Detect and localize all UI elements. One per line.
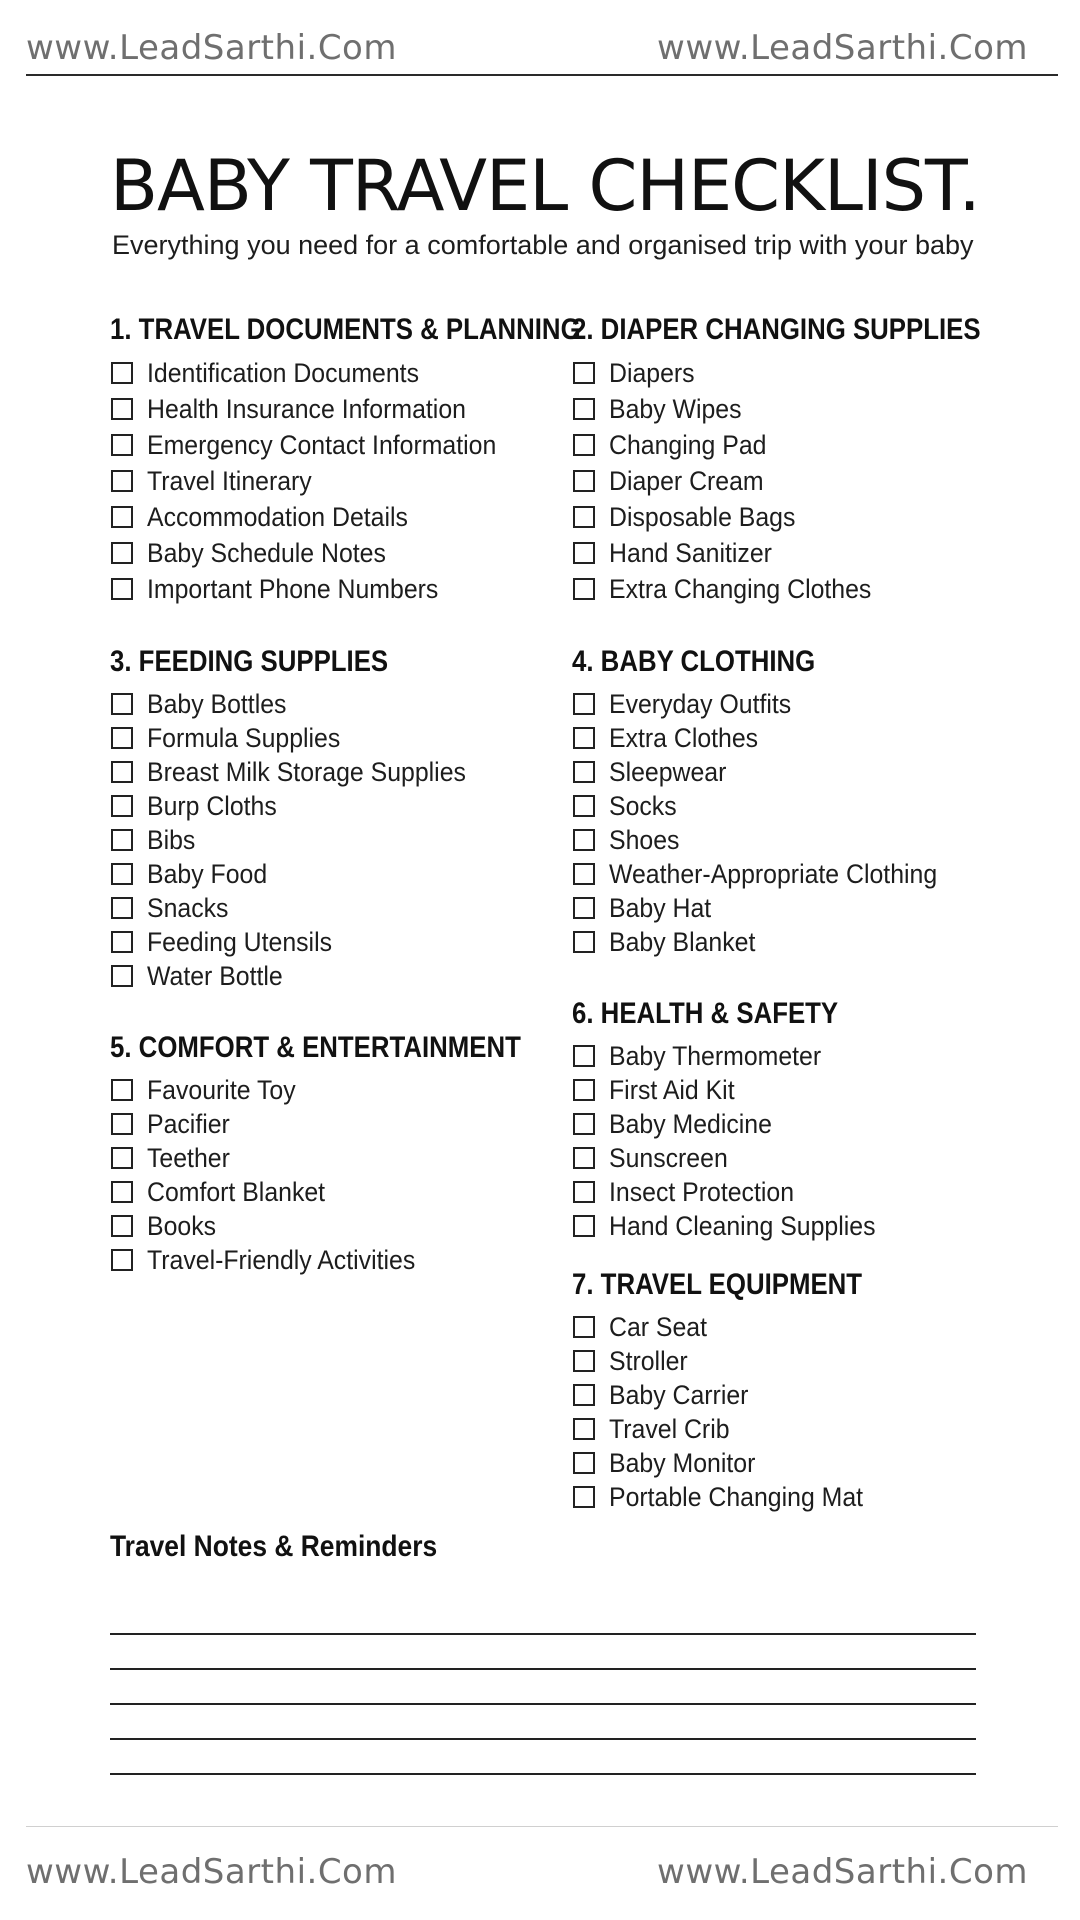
checklist-item[interactable] xyxy=(110,1175,588,1209)
note-line[interactable] xyxy=(110,1705,976,1740)
checklist-item[interactable] xyxy=(572,721,966,755)
checkbox-icon[interactable] xyxy=(573,795,595,817)
checkbox-icon[interactable] xyxy=(573,897,595,919)
checkbox-icon[interactable] xyxy=(573,727,595,749)
checkbox-icon[interactable] xyxy=(111,1249,133,1271)
checklist-item-label: Diapers xyxy=(609,357,695,388)
checkbox-icon[interactable] xyxy=(573,761,595,783)
checklist-item-label: Changing Pad xyxy=(609,429,767,460)
checklist-item[interactable] xyxy=(572,925,966,959)
checkbox-icon[interactable] xyxy=(111,470,133,492)
checklist-item[interactable] xyxy=(572,355,1047,391)
checklist-item-label: Travel-Friendly Activities xyxy=(147,1244,416,1275)
checklist-item-label: Weather-Appropriate Clothing xyxy=(609,858,938,889)
checklist-item[interactable] xyxy=(572,463,1047,499)
checklist-item-label: Favourite Toy xyxy=(147,1074,296,1105)
section-travel-equipment xyxy=(572,1268,909,1514)
checklist xyxy=(572,687,966,959)
checklist-item[interactable] xyxy=(572,1107,899,1141)
watermark-bottom-left: www.LeadSarthi.Com xyxy=(26,1852,397,1892)
checklist-item-label: Diaper Cream xyxy=(609,465,764,496)
checklist xyxy=(110,1073,588,1277)
watermark-bottom-right: www.LeadSarthi.Com xyxy=(657,1852,1028,1892)
checklist-item[interactable] xyxy=(572,499,1047,535)
checklist-item[interactable] xyxy=(572,391,1047,427)
checkbox-icon[interactable] xyxy=(573,829,595,851)
note-line[interactable] xyxy=(110,1670,976,1705)
checklist-item-label: Bibs xyxy=(147,824,196,855)
section-heading: 3. FEEDING SUPPLIES xyxy=(110,645,389,678)
checkbox-icon[interactable] xyxy=(111,727,133,749)
checklist-item[interactable] xyxy=(110,959,494,993)
section-heading: 1. TRAVEL DOCUMENTS & PLANNING xyxy=(110,313,581,346)
checkbox-icon[interactable] xyxy=(111,578,133,600)
page-title: BABY TRAVEL CHECKLIST. xyxy=(110,145,980,227)
checklist-item[interactable] xyxy=(572,1480,909,1514)
watermark-top-right: www.LeadSarthi.Com xyxy=(657,28,1028,68)
checklist-item[interactable] xyxy=(110,823,494,857)
checklist-item[interactable] xyxy=(110,1243,588,1277)
notes-title: Travel Notes & Reminders xyxy=(110,1530,438,1563)
note-line[interactable] xyxy=(110,1740,976,1775)
footer-divider xyxy=(26,1826,1058,1827)
notes-lines[interactable] xyxy=(110,1600,976,1775)
checkbox-icon[interactable] xyxy=(573,542,595,564)
checklist-item-label: First Aid Kit xyxy=(609,1074,735,1105)
checklist-item-label: Everyday Outfits xyxy=(609,688,792,719)
checklist-item[interactable] xyxy=(572,1141,899,1175)
checklist-item[interactable] xyxy=(110,1107,588,1141)
checklist-item-label: Identification Documents xyxy=(147,357,420,388)
checklist-item[interactable] xyxy=(572,755,966,789)
checkbox-icon[interactable] xyxy=(111,1181,133,1203)
checklist-item[interactable] xyxy=(110,789,494,823)
checklist-item[interactable] xyxy=(572,427,1047,463)
checklist-item-label: Feeding Utensils xyxy=(147,926,333,957)
checkbox-icon[interactable] xyxy=(573,1113,595,1135)
checklist-item-label: Baby Wipes xyxy=(609,393,742,424)
checklist-item-label: Hand Cleaning Supplies xyxy=(609,1210,876,1241)
checklist-item-label: Sleepwear xyxy=(609,756,727,787)
checkbox-icon[interactable] xyxy=(573,1147,595,1169)
watermark-top-left: www.LeadSarthi.Com xyxy=(26,28,397,68)
checklist-item[interactable] xyxy=(110,891,494,925)
checklist-item-label: Extra Clothes xyxy=(609,722,759,753)
checklist-item[interactable] xyxy=(110,925,494,959)
page-subtitle: Everything you need for a comfortable and organised trip with your baby xyxy=(112,230,974,260)
checklist-item[interactable] xyxy=(572,1310,909,1344)
checklist-item-label: Shoes xyxy=(609,824,680,855)
checklist-item[interactable] xyxy=(572,1175,899,1209)
checklist-item-label: Travel Itinerary xyxy=(147,465,312,496)
checklist-item[interactable] xyxy=(572,1209,899,1243)
checkbox-icon[interactable] xyxy=(111,362,133,384)
header-divider xyxy=(26,74,1058,76)
section-health-safety xyxy=(572,997,899,1243)
checklist-item-label: Water Bottle xyxy=(147,960,283,991)
checklist-item[interactable] xyxy=(572,857,966,891)
checklist-item-label: Pacifier xyxy=(147,1108,230,1139)
checkbox-icon[interactable] xyxy=(111,1215,133,1237)
section-diaper-changing xyxy=(572,313,1047,607)
checkbox-icon[interactable] xyxy=(111,506,133,528)
checklist-item[interactable] xyxy=(572,823,966,857)
checklist-item-label: Snacks xyxy=(147,892,229,923)
checklist-item[interactable] xyxy=(110,857,494,891)
checkbox-icon[interactable] xyxy=(573,362,595,384)
checklist-item-label: Baby Monitor xyxy=(609,1447,756,1478)
checkbox-icon[interactable] xyxy=(573,470,595,492)
checkbox-icon[interactable] xyxy=(111,1147,133,1169)
section-comfort-entertainment xyxy=(110,1031,588,1277)
checklist-item[interactable] xyxy=(110,1141,588,1175)
section-heading: 5. COMFORT & ENTERTAINMENT xyxy=(110,1031,521,1064)
checkbox-icon[interactable] xyxy=(111,829,133,851)
note-line[interactable] xyxy=(110,1635,976,1670)
checklist-item-label: Baby Hat xyxy=(609,892,712,923)
checklist-item-label: Books xyxy=(147,1210,217,1241)
checklist-item[interactable] xyxy=(572,1412,909,1446)
checkbox-icon[interactable] xyxy=(111,398,133,420)
checkbox-icon[interactable] xyxy=(111,1079,133,1101)
checkbox-icon[interactable] xyxy=(111,542,133,564)
checkbox-icon[interactable] xyxy=(573,863,595,885)
checklist-item-label: Baby Food xyxy=(147,858,268,889)
checklist-item-label: Health Insurance Information xyxy=(147,393,466,424)
section-feeding-supplies xyxy=(110,645,494,993)
checklist-item-label: Travel Crib xyxy=(609,1413,730,1444)
checklist-item-label: Accommodation Details xyxy=(147,501,408,532)
checklist-item[interactable] xyxy=(572,1039,899,1073)
checkbox-icon[interactable] xyxy=(111,965,133,987)
checklist-item[interactable] xyxy=(110,755,494,789)
checkbox-icon[interactable] xyxy=(111,1113,133,1135)
checklist-item[interactable] xyxy=(572,789,966,823)
checklist-item[interactable] xyxy=(572,535,1047,571)
checkbox-icon[interactable] xyxy=(573,1384,595,1406)
checkbox-icon[interactable] xyxy=(573,398,595,420)
section-heading: 2. DIAPER CHANGING SUPPLIES xyxy=(572,313,981,346)
checklist-item-label: Baby Schedule Notes xyxy=(147,537,386,568)
checkbox-icon[interactable] xyxy=(573,1079,595,1101)
checklist-item-label: Burp Cloths xyxy=(147,790,277,821)
checklist-item-label: Formula Supplies xyxy=(147,722,341,753)
checklist-item[interactable] xyxy=(110,1209,588,1243)
checklist-item[interactable] xyxy=(572,1073,899,1107)
checklist-item-label: Baby Medicine xyxy=(609,1108,772,1139)
checklist xyxy=(572,355,1047,607)
checkbox-icon[interactable] xyxy=(573,434,595,456)
checkbox-icon[interactable] xyxy=(573,1486,595,1508)
checklist-item-label: Emergency Contact Information xyxy=(147,429,497,460)
checklist-item-label: Teether xyxy=(147,1142,230,1173)
checklist-item-label: Sunscreen xyxy=(609,1142,728,1173)
checklist-item-label: Baby Blanket xyxy=(609,926,756,957)
checklist-item-label: Stroller xyxy=(609,1345,688,1376)
checkbox-icon[interactable] xyxy=(573,1452,595,1474)
checkbox-icon[interactable] xyxy=(573,1215,595,1237)
checklist-item-label: Disposable Bags xyxy=(609,501,796,532)
checklist-item[interactable] xyxy=(572,571,1047,607)
checkbox-icon[interactable] xyxy=(111,863,133,885)
section-heading: 4. BABY CLOTHING xyxy=(572,645,816,678)
checklist-item[interactable] xyxy=(572,891,966,925)
checkbox-icon[interactable] xyxy=(111,931,133,953)
checkbox-icon[interactable] xyxy=(111,693,133,715)
checklist-item[interactable] xyxy=(572,687,966,721)
checkbox-icon[interactable] xyxy=(573,578,595,600)
checklist-item-label: Baby Thermometer xyxy=(609,1040,822,1071)
checkbox-icon[interactable] xyxy=(111,795,133,817)
checkbox-icon[interactable] xyxy=(111,434,133,456)
checklist-item[interactable] xyxy=(572,1344,909,1378)
checkbox-icon[interactable] xyxy=(573,1350,595,1372)
checkbox-icon[interactable] xyxy=(573,506,595,528)
checklist-item-label: Baby Carrier xyxy=(609,1379,749,1410)
checklist-item-label: Comfort Blanket xyxy=(147,1176,326,1207)
checkbox-icon[interactable] xyxy=(573,1181,595,1203)
checklist-item[interactable] xyxy=(110,721,494,755)
checklist-item[interactable] xyxy=(572,1446,909,1480)
checklist-item-label: Breast Milk Storage Supplies xyxy=(147,756,466,787)
checklist-item[interactable] xyxy=(110,1073,588,1107)
checkbox-icon[interactable] xyxy=(573,1418,595,1440)
checklist-item[interactable] xyxy=(572,1378,909,1412)
checkbox-icon[interactable] xyxy=(111,897,133,919)
checklist-item[interactable] xyxy=(110,687,494,721)
checklist-item-label: Insect Protection xyxy=(609,1176,795,1207)
checkbox-icon[interactable] xyxy=(573,1045,595,1067)
checklist xyxy=(110,687,494,993)
section-heading: 6. HEALTH & SAFETY xyxy=(572,997,839,1030)
checklist-item-label: Extra Changing Clothes xyxy=(609,573,872,604)
checklist-item-label: Hand Sanitizer xyxy=(609,537,772,568)
checkbox-icon[interactable] xyxy=(573,1316,595,1338)
checkbox-icon[interactable] xyxy=(111,761,133,783)
checkbox-icon[interactable] xyxy=(573,931,595,953)
checkbox-icon[interactable] xyxy=(573,693,595,715)
checklist xyxy=(572,1039,899,1243)
section-heading: 7. TRAVEL EQUIPMENT xyxy=(572,1268,863,1301)
checklist-item-label: Baby Bottles xyxy=(147,688,287,719)
checklist-item-label: Socks xyxy=(609,790,677,821)
note-line[interactable] xyxy=(110,1600,976,1635)
checklist xyxy=(572,1310,909,1514)
checklist-item-label: Car Seat xyxy=(609,1311,708,1342)
checklist-item-label: Important Phone Numbers xyxy=(147,573,439,604)
checklist-item-label: Portable Changing Mat xyxy=(609,1481,864,1512)
section-baby-clothing xyxy=(572,645,966,959)
